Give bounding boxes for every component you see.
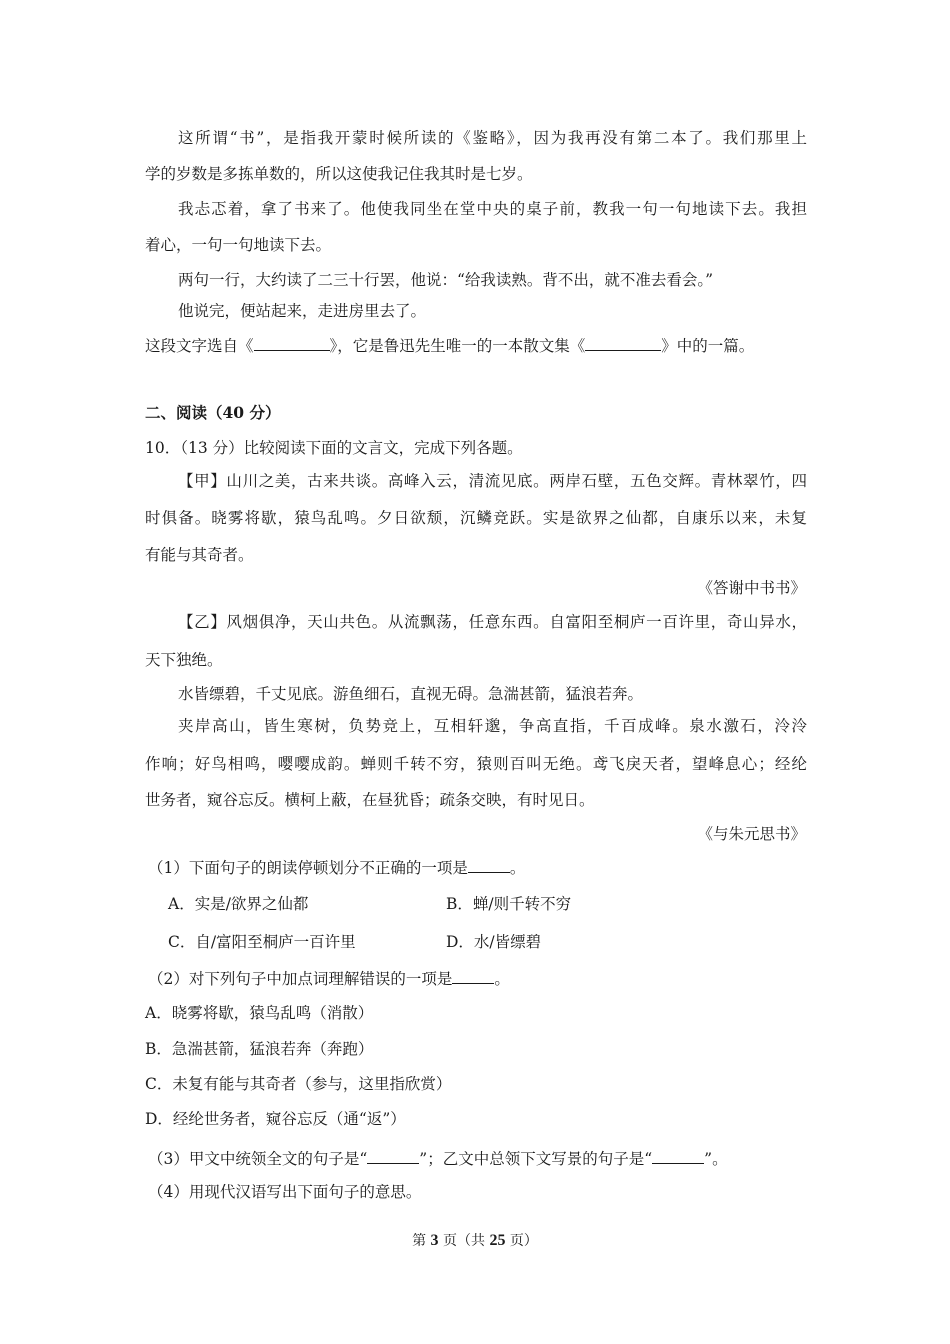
- option-d: D．水/皆缥碧: [446, 933, 542, 951]
- source-jia: 《答谢中书书》: [697, 579, 806, 597]
- page-total: 25: [489, 1232, 506, 1249]
- question-header: 10．（13 分）比较阅读下面的文言文，完成下列各题。: [145, 439, 523, 457]
- passage-line: 两句一行，大约读了二三十行罢，他说：“给我读熟。背不出，就不准去看会。”: [178, 271, 714, 289]
- text-yi-line: 作响；好鸟相鸣，嘤嘤成韵。蝉则千转不穷，猿则百叫无绝。鸢飞戾天者，望峰息心；经纶: [145, 755, 807, 773]
- passage-line: 他说完，便站起来，走进房里去了。: [178, 302, 427, 320]
- option-b: B．蝉/则千转不穷: [446, 895, 572, 913]
- option-a: A．实是/欲界之仙都: [168, 895, 309, 913]
- page-footer: 第 3 页（共 25 页）: [412, 1232, 538, 1249]
- answer-blank[interactable]: [367, 1149, 419, 1164]
- option-b: B．急湍甚箭，猛浪若奔（奔跑）: [145, 1040, 374, 1058]
- option-c: C．未复有能与其奇者（参与，这里指欣赏）: [145, 1075, 452, 1093]
- section-title: 二、阅读（40 分）: [145, 403, 281, 422]
- option-d: D．经纶世务者，窥谷忘反（通“返”）: [145, 1110, 406, 1128]
- passage-line: 着心，一句一句地读下去。: [145, 236, 332, 254]
- text-jia-line: 时俱备。晓雾将歇，猿鸟乱鸣。夕日欲颓，沉鳞竞跃。实是欲界之仙都，自康乐以来，未复: [145, 509, 807, 527]
- passage-line: 我忐忑着，拿了书来了。他使我同坐在堂中央的桌子前，教我一句一句地读下去。我担: [178, 200, 807, 218]
- page-number: 3: [430, 1232, 439, 1249]
- passage-line: 这所谓“书”，是指我开蒙时候所读的《鉴略》，因为我再没有第二本了。我们那里上: [178, 129, 807, 147]
- text-yi-line: 【乙】风烟俱净，天山共色。从流飘荡，任意东西。自富阳至桐庐一百许里，奇山异水，: [178, 613, 807, 631]
- text-jia-line: 有能与其奇者。: [145, 546, 254, 564]
- sub-question-1: （1）下面句子的朗读停顿划分不正确的一项是 。: [148, 859, 526, 877]
- option-c: C．自/富阳至桐庐一百许里: [168, 933, 356, 951]
- q9-fill-question: 这段文字选自《 》，它是鲁迅先生唯一的一本散文集《 》中的一篇。: [145, 337, 755, 355]
- answer-blank[interactable]: [254, 336, 330, 351]
- text-yi-line: 世务者，窥谷忘反。横柯上蔽，在昼犹昏；疏条交映，有时见日。: [145, 791, 595, 809]
- answer-blank[interactable]: [585, 336, 661, 351]
- sub-question-3: （3）甲文中统领全文的句子是“ ”；乙文中总领下文写景的句子是“ ”。: [148, 1150, 728, 1168]
- text-yi-line: 夹岸高山，皆生寒树，负势竞上，互相轩邈，争高直指，千百成峰。泉水激石，泠泠: [178, 717, 807, 735]
- text-jia-line: 【甲】山川之美，古来共谈。高峰入云，清流见底。两岸石壁，五色交辉。青林翠竹，四: [178, 472, 807, 490]
- sub-question-4: （4）用现代汉语写出下面句子的意思。: [148, 1183, 422, 1201]
- option-a: A．晓雾将歇，猿鸟乱鸣（消散）: [145, 1004, 374, 1022]
- sub-question-2: （2）对下列句子中加点词理解错误的一项是 。: [148, 970, 510, 988]
- answer-blank[interactable]: [452, 969, 494, 984]
- text-yi-line: 天下独绝。: [145, 651, 223, 669]
- answer-blank[interactable]: [468, 858, 510, 873]
- text-yi-line: 水皆缥碧，千丈见底。游鱼细石，直视无碍。急湍甚箭，猛浪若奔。: [178, 685, 644, 703]
- source-yi: 《与朱元思书》: [697, 825, 806, 843]
- answer-blank[interactable]: [652, 1149, 704, 1164]
- passage-line: 学的岁数是多拣单数的，所以这使我记住我其时是七岁。: [145, 165, 533, 183]
